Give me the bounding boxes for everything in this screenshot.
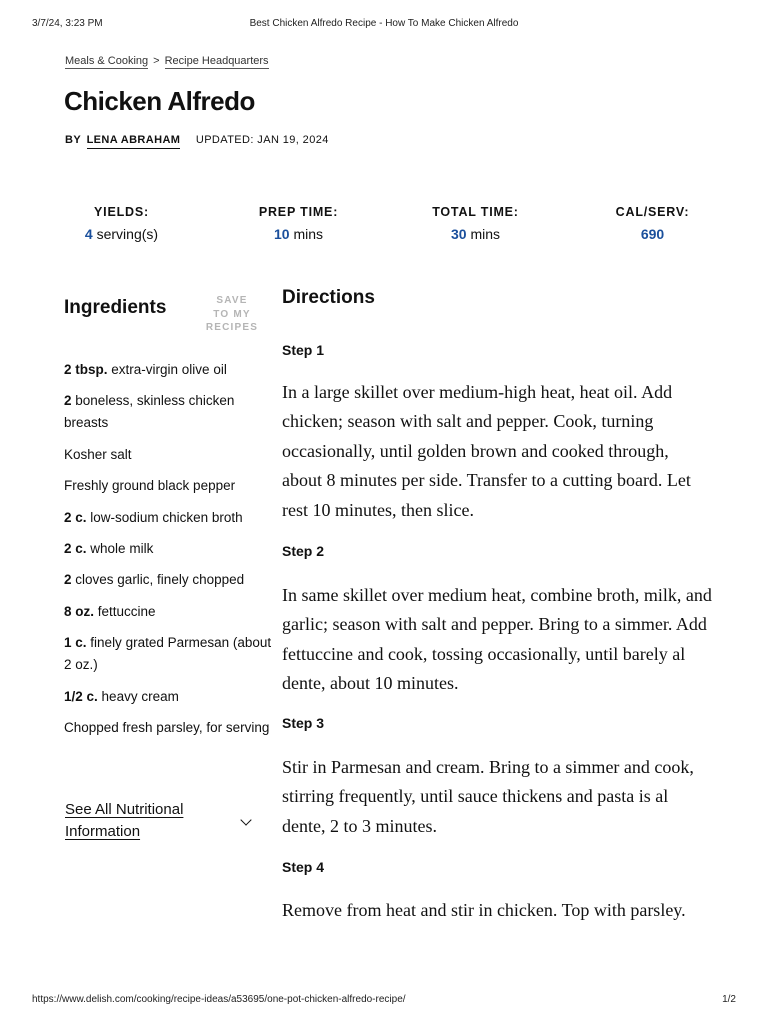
breadcrumb: [65, 55, 269, 67]
ingredient-item: [64, 538, 274, 560]
author-link[interactable]: LENA ABRAHAM: [87, 134, 181, 149]
ingredient-item: [64, 632, 274, 676]
ingredient-text: extra-virgin olive oil: [111, 362, 227, 377]
print-url: https://www.delish.com/cooking/recipe-ideas/a53695/one-pot-chicken-alfredo-recipe/: [32, 994, 406, 1005]
ingredient-list: [64, 359, 274, 748]
total-time-number: 30: [450, 226, 467, 242]
ingredient-item: [64, 601, 274, 623]
step-2-label: Step 2: [282, 543, 325, 559]
ingredient-item: [64, 569, 274, 591]
ingredient-item: [64, 507, 274, 529]
recipe-stats: [33, 204, 741, 250]
save-line-1: SAVE: [216, 295, 248, 306]
step-1-text: In a large skillet over medium-high heat, heat oil. Add chicken; season with salt and pepper. Cook, turning occasionally, until golden brown and cooked through, about 8 minutes per side. Transfer to a cutting board. Let rest 10 minutes, then slice.: [282, 382, 691, 520]
print-header: [32, 18, 736, 32]
ingredient-text: whole milk: [90, 540, 154, 556]
total-time-unit: mins: [470, 226, 501, 242]
cal-serv-number: 690: [640, 226, 665, 242]
stat-yields-label: YIELDS:: [94, 205, 149, 219]
step-1-label: Step 1: [282, 342, 325, 358]
ingredient-text: boneless, skinless chicken breasts: [64, 393, 235, 431]
ingredient-text: cloves garlic, finely chopped: [75, 572, 245, 588]
print-page-number: 1/2: [722, 994, 736, 1005]
ingredient-text: Chopped fresh parsley, for serving: [64, 719, 270, 735]
stat-prep-time: [210, 204, 387, 243]
ingredient-item: [64, 475, 274, 497]
directions-heading: Directions: [282, 287, 375, 308]
print-datetime: 3/7/24, 3:23 PM: [32, 18, 103, 29]
stat-total-time: [387, 204, 564, 243]
stat-cal-serv: [564, 204, 741, 243]
ingredient-item: [64, 717, 274, 739]
ingredient-amount: 8 oz.: [64, 603, 95, 619]
ingredient-text: low-sodium chicken broth: [90, 509, 243, 525]
ingredient-amount: 2 c.: [64, 540, 87, 556]
step-4-text: Remove from heat and stir in chicken. Top with parsley.: [282, 900, 686, 920]
ingredient-amount: 2: [64, 393, 72, 409]
page-title: Chicken Alfredo: [64, 86, 255, 116]
breadcrumb-separator: >: [153, 55, 160, 67]
stat-prep-time-value: [210, 225, 387, 243]
save-to-my-recipes-button[interactable]: [202, 294, 262, 335]
save-line-3: RECIPES: [205, 322, 259, 333]
ingredient-amount: 1/2 c.: [64, 688, 98, 704]
step-2-text: In same skillet over medium heat, combine broth, milk, and garlic; season with salt and pepper. Bring to a simmer. Add fettuccine and cook, tossing occasionally, until barely al dente, about 10 minutes.: [282, 585, 712, 694]
stat-total-time-value: [387, 225, 564, 243]
save-line-2: TO MY: [213, 308, 251, 320]
step-3-label: Step 3: [282, 715, 325, 731]
ingredient-text: finely grated Parmesan (about 2 oz.): [64, 635, 272, 673]
ingredient-amount: 2 tbsp.: [64, 362, 108, 377]
byline: [65, 134, 329, 146]
ingredient-text: Freshly ground black pepper: [64, 478, 236, 494]
byline-by: BY: [65, 134, 82, 146]
stat-prep-time-label: PREP TIME:: [258, 205, 339, 219]
stat-cal-serv-label: CAL/SERV:: [615, 205, 690, 219]
stat-cal-serv-value: [564, 225, 741, 243]
print-footer: [32, 994, 736, 1008]
see-all-nutritional-information-link[interactable]: [65, 799, 255, 843]
ingredient-amount: 2 c.: [64, 509, 87, 525]
nutrition-link-line-1: See All Nutritional: [65, 801, 184, 818]
ingredient-item: [64, 686, 274, 708]
updated-date: UPDATED: JAN 19, 2024: [195, 134, 329, 146]
nutrition-link-line-2: Information: [65, 823, 141, 840]
ingredient-amount: 2: [64, 572, 72, 588]
print-document-title: Best Chicken Alfredo Recipe - How To Make Chicken Alfredo: [249, 18, 519, 29]
ingredient-text: heavy cream: [101, 688, 179, 704]
breadcrumb-recipe-headquarters[interactable]: Recipe Headquarters: [164, 55, 269, 67]
prep-time-number: 10: [273, 226, 290, 242]
prep-time-unit: mins: [293, 226, 324, 242]
ingredient-amount: 1 c.: [64, 635, 87, 651]
stat-total-time-label: TOTAL TIME:: [432, 205, 519, 219]
ingredient-item: [64, 359, 274, 381]
stat-yields: [33, 204, 210, 243]
stat-yields-value: [33, 225, 210, 243]
step-3-text: Stir in Parmesan and cream. Bring to a simmer and cook, stirring frequently, until sauce thickens and pasta is al dente, 2 to 3 minutes.: [282, 757, 694, 836]
yields-number: 4: [84, 226, 93, 242]
step-4-label: Step 4: [282, 859, 325, 875]
yields-unit: serving(s): [96, 226, 159, 242]
ingredients-heading: Ingredients: [64, 297, 167, 318]
ingredient-text: fettuccine: [97, 603, 156, 619]
ingredient-item: [64, 390, 274, 434]
ingredient-text: Kosher salt: [64, 446, 132, 462]
ingredient-item: [64, 444, 274, 466]
breadcrumb-meals-cooking[interactable]: Meals & Cooking: [65, 55, 149, 67]
